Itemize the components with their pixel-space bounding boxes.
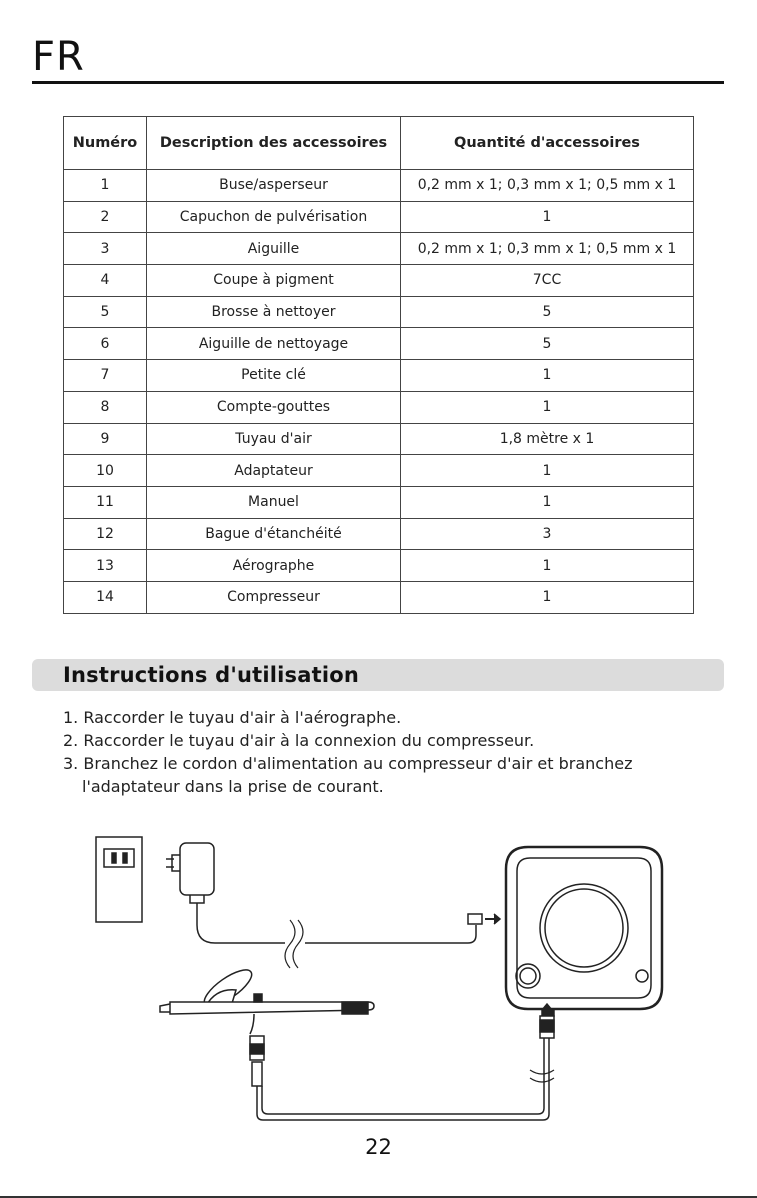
cell-number: 2 <box>64 201 147 233</box>
cell-number: 4 <box>64 265 147 297</box>
instruction-step: 1. Raccorder le tuyau d'air à l'aérographe. <box>63 708 402 727</box>
table-row <box>64 201 694 233</box>
table-row <box>64 296 694 328</box>
cell-number: 9 <box>64 423 147 455</box>
cell-description: Aérographe <box>147 550 401 582</box>
cell-description: Bague d'étanchéité <box>147 518 401 550</box>
cell-quantity: 1 <box>401 581 694 613</box>
cell-description: Capuchon de pulvérisation <box>147 201 401 233</box>
header-divider <box>32 81 724 84</box>
instruction-step: 2. Raccorder le tuyau d'air à la connexion du compresseur. <box>63 731 535 750</box>
cell-quantity: 1 <box>401 360 694 392</box>
cell-number: 6 <box>64 328 147 360</box>
cell-quantity: 1 <box>401 550 694 582</box>
cell-quantity: 5 <box>401 296 694 328</box>
airbrush-icon <box>160 964 374 1086</box>
cell-description: Petite clé <box>147 360 401 392</box>
table-header-row <box>64 117 694 170</box>
table-row <box>64 423 694 455</box>
cell-description: Coupe à pigment <box>147 265 401 297</box>
cell-quantity: 1 <box>401 391 694 423</box>
cell-number: 10 <box>64 455 147 487</box>
cell-number: 1 <box>64 170 147 202</box>
language-code: FR <box>32 34 85 80</box>
cell-quantity: 1 <box>401 201 694 233</box>
cell-number: 5 <box>64 296 147 328</box>
cell-number: 8 <box>64 391 147 423</box>
column-header-number: Numéro <box>64 117 147 170</box>
column-header-description: Description des accessoires <box>147 117 401 170</box>
table-row <box>64 233 694 265</box>
air-hose-icon <box>257 1004 554 1120</box>
cell-quantity: 0,2 mm x 1; 0,3 mm x 1; 0,5 mm x 1 <box>401 233 694 265</box>
column-header-quantity: Quantité d'accessoires <box>401 117 694 170</box>
cell-description: Buse/asperseur <box>147 170 401 202</box>
table-row <box>64 360 694 392</box>
table-row <box>64 170 694 202</box>
cell-number: 11 <box>64 486 147 518</box>
cell-quantity: 5 <box>401 328 694 360</box>
instruction-steps <box>63 706 713 798</box>
cell-number: 14 <box>64 581 147 613</box>
cell-number: 12 <box>64 518 147 550</box>
table-row <box>64 550 694 582</box>
cell-description: Aiguille <box>147 233 401 265</box>
cell-quantity: 3 <box>401 518 694 550</box>
power-cable-icon <box>285 914 500 968</box>
accessories-table <box>63 116 694 614</box>
section-title: Instructions d'utilisation <box>63 663 360 687</box>
cell-description: Aiguille de nettoyage <box>147 328 401 360</box>
cell-number: 13 <box>64 550 147 582</box>
table-row <box>64 518 694 550</box>
table-row <box>64 265 694 297</box>
wall-outlet-icon <box>96 837 142 922</box>
table-row <box>64 455 694 487</box>
cell-quantity: 1 <box>401 455 694 487</box>
cell-quantity: 1 <box>401 486 694 518</box>
compressor-icon <box>506 847 662 1016</box>
table-row <box>64 391 694 423</box>
power-adapter-icon <box>166 843 285 943</box>
cell-description: Tuyau d'air <box>147 423 401 455</box>
cell-quantity: 7CC <box>401 265 694 297</box>
table-row <box>64 581 694 613</box>
cell-quantity: 1,8 mètre x 1 <box>401 423 694 455</box>
cell-description: Compresseur <box>147 581 401 613</box>
cell-description: Manuel <box>147 486 401 518</box>
cell-description: Brosse à nettoyer <box>147 296 401 328</box>
instruction-step: 3. Branchez le cordon d'alimentation au compresseur d'air et branchez l'adaptateur dans la prise de courant. <box>63 754 633 796</box>
table-row <box>64 486 694 518</box>
table-row <box>64 328 694 360</box>
cell-number: 7 <box>64 360 147 392</box>
cell-number: 3 <box>64 233 147 265</box>
cell-quantity: 0,2 mm x 1; 0,3 mm x 1; 0,5 mm x 1 <box>401 170 694 202</box>
cell-description: Adaptateur <box>147 455 401 487</box>
connection-illustration <box>90 830 670 1125</box>
cell-description: Compte-gouttes <box>147 391 401 423</box>
page-number: 22 <box>365 1135 392 1159</box>
